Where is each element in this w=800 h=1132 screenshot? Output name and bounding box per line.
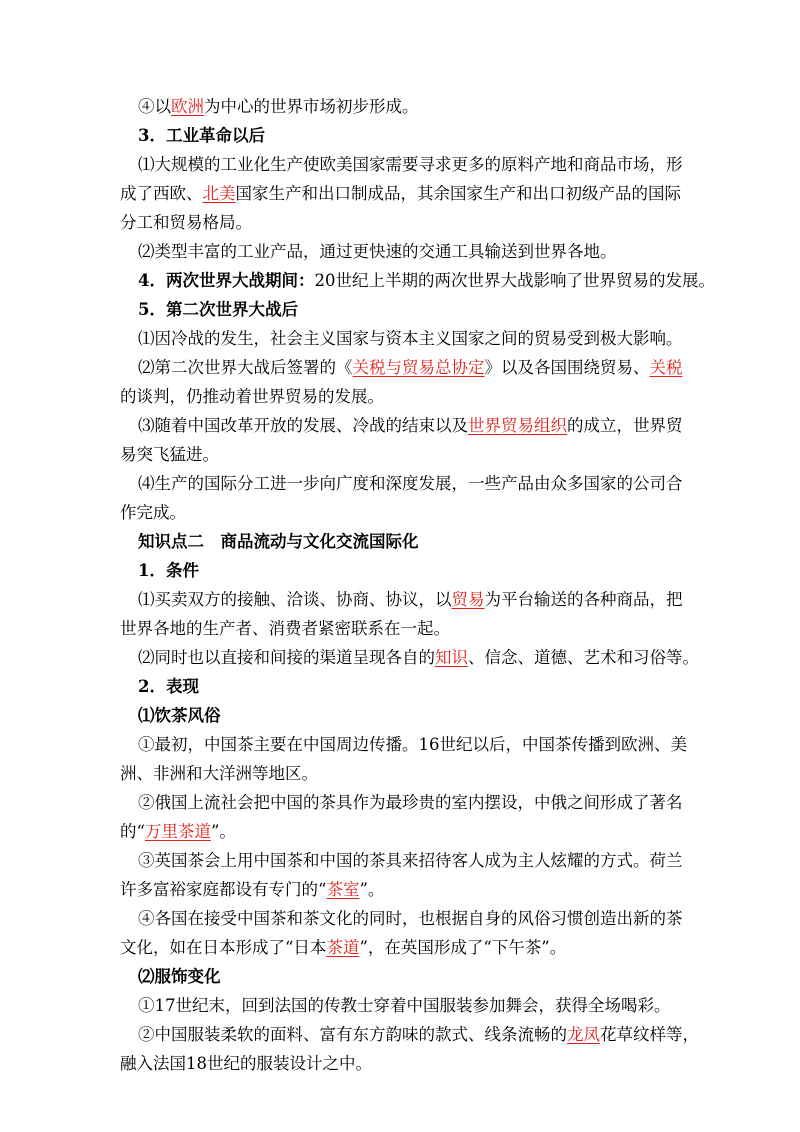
text-line <box>120 208 700 237</box>
highlighted-term: 知识 <box>435 648 468 667</box>
text-run: ⑶随着中国改革开放的发展、冷战的结束以及 <box>138 416 468 435</box>
text-run: 许多富裕家庭都设有专门的“ <box>120 880 327 899</box>
text-line <box>120 846 700 875</box>
text-run: ④以 <box>138 97 171 116</box>
text-run: 知识点二 商品流动与文化交流国际化 <box>138 532 419 551</box>
text-run: 1．条件 <box>138 561 199 580</box>
highlighted-term: 欧洲 <box>171 97 204 116</box>
text-run: 的谈判，仍推动着世界贸易的发展。 <box>120 387 384 406</box>
text-run: ④各国在接受中国茶和茶文化的同时，也根据自身的风俗习惯创造出新的茶 <box>138 909 683 928</box>
text-line <box>120 440 700 469</box>
text-run: 融入法国18世纪的服装设计之中。 <box>120 1054 372 1073</box>
text-line <box>120 585 700 614</box>
text-run: ③英国茶会上用中国茶和中国的茶具来招待客人成为主人炫耀的方式。荷兰 <box>138 851 683 870</box>
highlighted-term: 茶室 <box>326 880 360 899</box>
text-run: ⑴大规模的工业化生产使欧美国家需要寻求更多的原料产地和商品市场，形 <box>138 155 683 174</box>
highlighted-term: 关税与贸易总协定 <box>352 358 485 377</box>
text-run: ”。 <box>359 880 385 899</box>
text-line <box>120 295 700 324</box>
text-run: 5．第二次世界大战后 <box>138 300 298 319</box>
text-run: ⑵服饰变化 <box>138 967 221 986</box>
text-run: 》以及各国围绕贸易、 <box>484 358 650 377</box>
text-run: 为中心的世界市场初步形成。 <box>204 97 419 116</box>
text-line <box>120 469 700 498</box>
text-run: 分工和贸易格局。 <box>120 213 252 232</box>
text-run: ②俄国上流社会把中国的茶具作为最珍贵的室内摆设，中俄之间形成了著名 <box>138 793 683 812</box>
text-run: 4．两次世界大战期间： <box>138 271 315 290</box>
text-line <box>120 1049 700 1078</box>
highlighted-term: 万里茶道 <box>144 822 211 841</box>
text-line <box>120 1020 700 1049</box>
text-run: 洲、非洲和大洋洲等地区。 <box>120 764 318 783</box>
text-run: ”，在英国形成了“下午茶”。 <box>359 938 567 957</box>
text-run: ⑴因冷战的发生，社会主义国家与资本主义国家之间的贸易受到极大影响。 <box>138 329 683 348</box>
text-line <box>120 875 700 904</box>
text-run: 花草纹样等， <box>600 1025 699 1044</box>
text-run: ⑵同时也以直接和间接的渠道呈现各自的 <box>138 648 435 667</box>
text-run: 2．表现 <box>138 677 199 696</box>
text-run: ⑴饮茶风俗 <box>138 706 221 725</box>
text-line <box>120 904 700 933</box>
text-line <box>120 411 700 440</box>
text-line <box>120 179 700 208</box>
text-run: 国家生产和出口制成品，其余国家生产和出口初级产品的国际 <box>235 184 681 203</box>
highlighted-term: 关税 <box>649 358 683 377</box>
text-line <box>120 730 700 759</box>
text-line <box>120 527 700 556</box>
text-line <box>120 817 700 846</box>
text-line <box>120 991 700 1020</box>
highlighted-term: 北美 <box>202 184 236 203</box>
text-run: 世界各地的生产者、消费者紧密联系在一起。 <box>120 619 450 638</box>
text-line <box>120 382 700 411</box>
highlighted-term: 茶道 <box>326 938 360 957</box>
text-run: ⑵第二次世界大战后签署的《 <box>138 358 353 377</box>
text-line <box>120 672 700 701</box>
text-run: ”。 <box>210 822 236 841</box>
text-line <box>120 498 700 527</box>
text-line <box>120 150 700 179</box>
text-run: ⑷生产的国际分工进一步向广度和深度发展，一些产品由众多国家的公司合 <box>138 474 683 493</box>
text-line <box>120 759 700 788</box>
highlighted-term: 龙凤 <box>567 1025 600 1044</box>
text-run: ⑴买卖双方的接触、洽谈、协商、协议，以 <box>138 590 452 609</box>
text-run: 的“ <box>120 822 145 841</box>
text-run: ⑵类型丰富的工业产品，通过更快速的交通工具输送到世界各地。 <box>138 242 617 261</box>
text-line <box>120 933 700 962</box>
text-line <box>120 643 700 672</box>
text-line <box>120 701 700 730</box>
text-run: 为平台输送的各种商品，把 <box>484 590 683 609</box>
text-run: 、信念、道德、艺术和习俗等。 <box>468 648 699 667</box>
text-line <box>120 121 700 150</box>
text-run: 易突飞猛进。 <box>120 445 219 464</box>
highlighted-term: 贸易 <box>451 590 485 609</box>
text-run: ①17世纪末，回到法国的传教士穿着中国服装参加舞会，获得全场喝彩。 <box>138 996 671 1015</box>
text-run: 成了西欧、 <box>120 184 203 203</box>
text-run: 3．工业革命以后 <box>138 126 265 145</box>
text-line <box>120 92 700 121</box>
text-run: 作完成。 <box>120 503 186 522</box>
text-line <box>120 324 700 353</box>
text-line <box>120 788 700 817</box>
text-line <box>120 266 715 295</box>
text-line <box>120 614 700 643</box>
text-line <box>120 237 700 266</box>
text-run: 文化，如在日本形成了“日本 <box>120 938 327 957</box>
text-run: ②中国服装柔软的面料、富有东方韵味的款式、线条流畅的 <box>138 1025 567 1044</box>
text-line <box>120 556 700 585</box>
highlighted-term: 世界贸易组织 <box>468 416 567 435</box>
text-run: 的成立，世界贸 <box>567 416 683 435</box>
text-run: 20世纪上半期的两次世界大战影响了世界贸易的发展。 <box>314 271 715 290</box>
text-line <box>120 353 700 382</box>
text-line <box>120 962 700 991</box>
text-run: ①最初，中国茶主要在中国周边传播。16世纪以后，中国茶传播到欧洲、美 <box>138 735 687 754</box>
